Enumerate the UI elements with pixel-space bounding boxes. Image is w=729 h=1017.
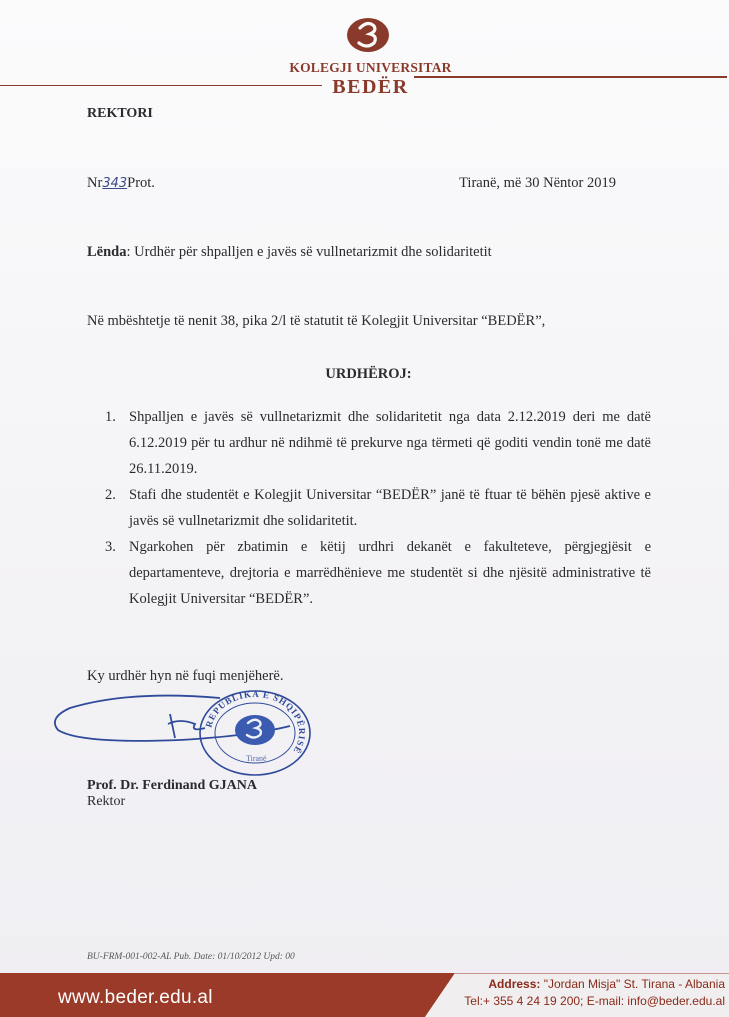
stamp-city: Tiranë xyxy=(246,754,267,763)
list-item xyxy=(105,404,651,482)
signature-and-stamp xyxy=(40,688,340,778)
list-item xyxy=(105,534,651,612)
footer-contact: Tel:+ 355 4 24 19 200; E-mail: info@beder.edu.al xyxy=(464,994,725,1008)
item-text: Ngarkohen për zbatimin e këtij urdhri dekanët e fakulteteve, përgjegjësit e departamenteve, drejtoria e marrëdhënieve me studentët si dhe njësitë administrative të Kolegjit Universitar “BEDËR”. xyxy=(129,539,651,607)
protocol-number xyxy=(87,176,155,191)
subject-label: Lënda xyxy=(87,244,127,260)
item-number: 2. xyxy=(105,487,116,503)
website-link[interactable]: www.beder.edu.al xyxy=(58,987,213,1008)
address-label: Address: xyxy=(488,977,541,991)
signer-name: Prof. Dr. Ferdinand GJANA xyxy=(87,778,257,793)
form-code: BU-FRM-001-002-AL Pub. Date: 01/10/2012 Upd: 00 xyxy=(87,952,295,962)
college-name: KOLEGJI UNIVERSITAR xyxy=(289,60,452,75)
order-title: URDHËROJ: xyxy=(325,366,412,382)
order-list xyxy=(105,404,651,612)
nr-prefix: Nr xyxy=(87,175,103,191)
footer-address xyxy=(488,977,725,991)
subject-text: : Urdhër për shpalljen e javës së vullnetarizmit dhe solidaritetit xyxy=(126,244,492,260)
place-date: Tiranë, më 30 Nëntor 2019 xyxy=(459,175,616,191)
college-logo xyxy=(345,14,391,54)
legal-basis: Në mbështetje të nenit 38, pika 2/l të statutit të Kolegjit Universitar “BEDËR”, xyxy=(87,313,546,329)
subject-line xyxy=(87,245,492,260)
item-text: Stafi dhe studentët e Kolegjit Universitar “BEDËR” janë të ftuar të bëhën pjesë aktive e javës së vullnetarizmit dhe solidaritetit. xyxy=(129,487,651,529)
brand-name: BEDËR xyxy=(332,76,409,98)
item-number: 3. xyxy=(105,539,116,555)
address-text: "Jordan Misja" St. Tirana - Albania xyxy=(540,977,725,991)
office-heading: REKTORI xyxy=(87,106,153,121)
signer-role: Rektor xyxy=(87,794,126,809)
svg-text:REPUBLIKA E SHQIPËRISË: REPUBLIKA E SHQIPËRISË xyxy=(203,688,308,756)
closing-statement: Ky urdhër hyn në fuqi menjëherë. xyxy=(87,668,284,684)
item-text: Shpalljen e javës së vullnetarizmit dhe solidaritetit nga data 2.12.2019 deri me datë 6.12.2019 për tu ardhur në ndihmë të prekurve nga tërmeti që goditi vendin tonë me datë 26.11.2019. xyxy=(129,409,651,477)
list-item xyxy=(105,482,651,534)
nr-suffix: Prot. xyxy=(127,175,155,191)
item-number: 1. xyxy=(105,409,116,425)
nr-handwritten-number: 343 xyxy=(102,176,128,191)
